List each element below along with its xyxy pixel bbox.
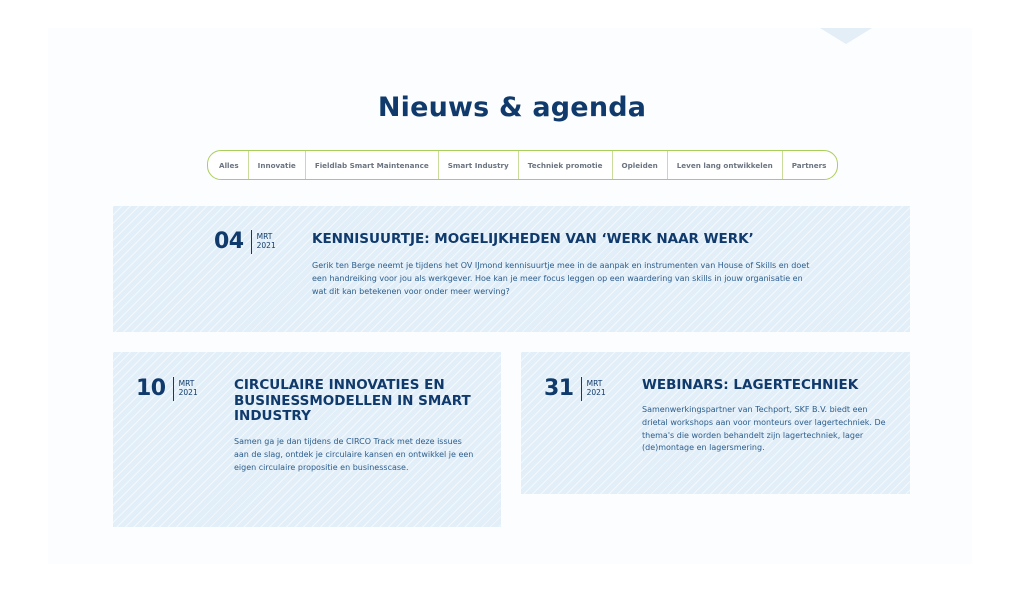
- news-month: MRT: [586, 379, 603, 389]
- news-date: [544, 377, 606, 401]
- news-title[interactable]: WEBINARS: LAGERTECHNIEK: [642, 377, 859, 393]
- news-excerpt: Gerik ten Berge neemt je tijdens het OV IJmond kennisuurtje mee in de aanpak en instrumenten van House of Skills en doet een handreiking voor jou als werkgever. Hoe kan je meer focus leggen op een waardering van skills in jouw organisatie en wat dit kan betekenen voor onder meer werving?: [312, 261, 810, 296]
- news-year: 2021: [586, 388, 606, 397]
- filter-techniek-promotie[interactable]: Techniek promotie: [518, 151, 612, 179]
- news-title[interactable]: KENNISUURTJE: MOGELIJKHEDEN VAN ‘WERK NAAR WERK’: [312, 231, 754, 247]
- filter-fieldlab-smart-maintenance[interactable]: Fieldlab Smart Maintenance: [305, 151, 438, 179]
- news-title[interactable]: CIRCULAIRE INNOVATIES EN BUSINESSMODELLEN IN SMART INDUSTRY: [234, 377, 471, 425]
- news-excerpt: Samenwerkingspartner van Techport, SKF B.V. biedt een drietal workshops aan voor monteurs over lagertechniek. De thema's die worden behandelt zijn lagertechniek, lager (de)montage en lagersmering.: [642, 405, 886, 453]
- news-excerpt: Samen ga je dan tijdens de CIRCO Track met deze issues aan de slag, ontdek je circulaire kansen en ontwikkel je een eigen circulaire propositie en businesscase.: [234, 437, 474, 472]
- news-day: 31: [544, 376, 574, 401]
- news-month-year: [587, 380, 606, 397]
- scroll-down-arrow-icon[interactable]: [820, 28, 872, 44]
- news-card[interactable]: [113, 352, 501, 527]
- news-year: 2021: [256, 241, 276, 250]
- date-divider: [251, 230, 252, 254]
- filter-leven-lang-ontwikkelen[interactable]: Leven lang ontwikkelen: [667, 151, 782, 179]
- section-title: Nieuws & agenda: [377, 92, 647, 123]
- filter-opleiden[interactable]: Opleiden: [612, 151, 667, 179]
- news-month-year: [179, 380, 198, 397]
- news-month-year: [257, 233, 276, 250]
- filter-smart-industry[interactable]: Smart Industry: [438, 151, 518, 179]
- filter-partners[interactable]: Partners: [782, 151, 838, 179]
- news-year: 2021: [178, 388, 198, 397]
- news-date: [136, 377, 198, 401]
- news-month: MRT: [256, 232, 273, 242]
- filter-alles[interactable]: Alles: [219, 160, 239, 170]
- news-date: [214, 230, 276, 254]
- news-card[interactable]: [521, 352, 910, 494]
- date-divider: [173, 377, 174, 401]
- category-filter-bar: [207, 150, 838, 180]
- filter-innovatie[interactable]: Innovatie: [248, 151, 305, 179]
- news-card[interactable]: [113, 206, 910, 332]
- news-day: 10: [136, 376, 166, 401]
- date-divider: [581, 377, 582, 401]
- news-month: MRT: [178, 379, 195, 389]
- news-day: 04: [214, 229, 244, 254]
